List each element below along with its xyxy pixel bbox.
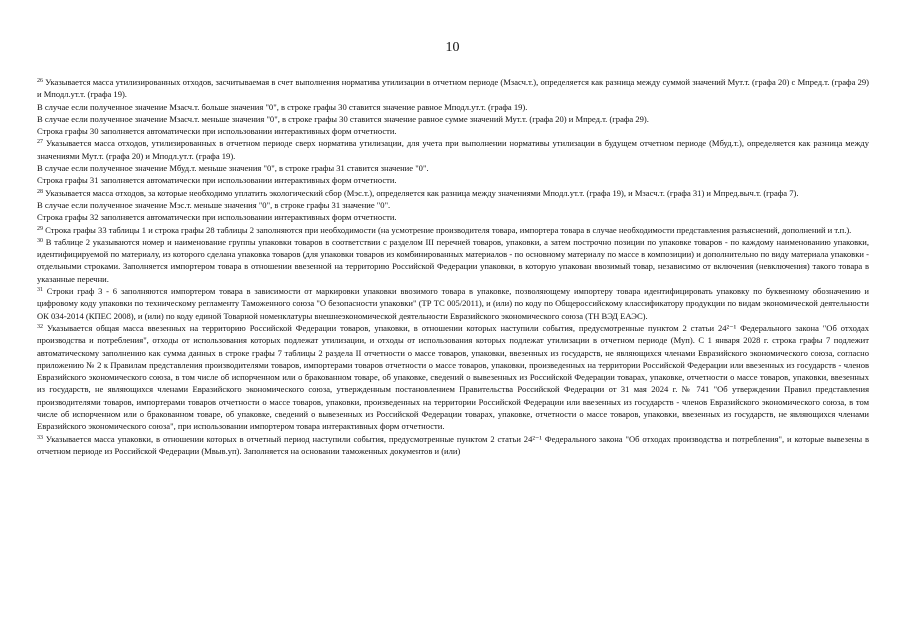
footnote-number: 26 [37, 78, 43, 84]
footnote-continuation [37, 113, 869, 125]
footnote-text: Указывается масса утилизированных отходов, засчитываемая в счет выполнения норматива утилизации в отчетном периоде (Мзасч.т.), определяется как разница между суммой значений Мут.т. (графа 20) с Мпред.т. (графа 29) и Мподл.ут.т. (графа 19). [37, 77, 869, 100]
footnote-continuation [37, 162, 869, 174]
footnote-number: 27 [37, 139, 43, 146]
footnote-number: 31 [37, 287, 43, 294]
footnote-text: В таблице 2 указываются номер и наименование группы упаковки товаров в соответствии с разделом III перечней товаров, упаковки, а затем построчно позиции по упаковке товаров - по каждому наименованию упаковки, идентифицируемой по материалу, из которого сделана упаковка товаров (для упаковки товаров из комбинированных материалов - по основному материалу по массе в композиции) и дополнительно по виду материала упаковки - отдельными строками. Заполняется импортером товара в отношении ввезенной на территорию Российской Федерации упаковки, в которую упакован ввозимый товар, независимо от включения (невключения) такого товара в указанные перечни. [37, 236, 870, 284]
footnote-text: Строка графы 30 заполняется автоматически при использовании интерактивных форм отчетности. [37, 126, 397, 137]
document-body [37, 76, 869, 457]
footnote-continuation [37, 174, 869, 186]
footnote-text: В случае если полученное значение Мзасч.т. меньше значения "0", в строке графы 30 ставится значение равное сумме значений Мут.т. (графа 20) и Мпред.т. (графа 29). [37, 113, 649, 124]
footnote-paragraph [37, 224, 869, 236]
footnote-number: 33 [37, 434, 43, 441]
footnote-text: Строка графы 31 заполняется автоматически при использовании интерактивных форм отчетности. [37, 175, 397, 186]
footnote-text: Строка графы 32 заполняется автоматически при использовании интерактивных форм отчетности. [37, 212, 397, 223]
footnote-paragraph [37, 433, 869, 458]
footnote-paragraph [37, 236, 869, 285]
footnote-continuation [37, 125, 869, 137]
footnote-number: 30 [37, 237, 43, 244]
footnote-text: Строка графы 33 таблицы 1 и строка графы 28 таблицы 2 заполняются при необходимости (на усмотрение производителя товара, импортера товара в случае необходимости представления разъяснений, дополнений и т.п.). [45, 224, 852, 235]
footnote-number: 28 [37, 188, 43, 195]
footnote-text: В случае если полученное значение Мэс.т. меньше значения "0", в строке графы 31 значение "0". [37, 199, 391, 210]
footnote-number: 29 [37, 225, 43, 232]
footnote-text: Строки граф 3 - 6 заполняются импортером товара в зависимости от маркировки упаковки ввозимого товара в упаковке, позволяющему импортеру товара идентифицировать упаковку по буквенному обозначению и цифровому коду упаковки по техническому регламенту Таможенного союза "О безопасности упаковки" (ТР ТС 005/2011), и (или) по коду по Общероссийскому классификатору продукции по видам экономической деятельности ОК 034-2014 (КПЕС 2008), и (или) по коду единой Товарной номенклатуры внешнеэкономической деятельности Евразийского экономического союза (ТН ВЭД ЕАЭС). [37, 286, 869, 321]
footnote-paragraph [37, 137, 869, 162]
footnote-text: В случае если полученное значение Мзасч.т. больше значения "0", в строке графы 30 ставится значение равное Мподл.ут.т. (графа 19). [37, 101, 528, 112]
footnote-paragraph [37, 187, 869, 199]
footnote-paragraph [37, 322, 869, 433]
footnote-text: Указывается общая масса ввезенных на территорию Российской Федерации товаров, упаковки, в отношении которых наступили события, предусмотренные пунктом 2 статьи 24²⁻¹ Федерального закона "Об отходах производства и потребления", отходы от использования которых подлежат утилизации, и отходы от использования которых подлежат утилизации в отчетном периоде (Муп). С 1 января 2028 г. строка графы 7 подлежит автоматическому заполнению как сумма данных в строке графы 7 таблицы 2 раздела II отчетности о массе товаров, упаковки, ввезенных из государств, не являющихся членами Евразийского экономического союза, согласно приложению № 2 к Правилам представления производителями товаров, импортерами товаров отчетности о массе товаров, упаковки, произведенных на территории Российской Федерации или ввезенных из государств - членов Евразийского экономического союза, в том числе об испорченном или о бракованном товаре, об упаковке, сведений о вывезенных из Российской Федерации товарах, упаковке, отчетности о массе товаров, упаковки, ввезенных из государств, не являющихся членами Евразийского экономического союза, утвержденным постановлением Правительства Российской Федерации от 31 мая 2024 г. № 741 "Об утверждении Правил представления производителями товаров, импортерами товаров отчетности о массе товаров, упаковки, произведенных на территории Российской Федерации или ввезенных из государств - членов Евразийского экономического союза, в том числе об испорченном или о бракованном товаре, об упаковке, сведений о вывезенных из Российской Федерации товарах, упаковке, отчетности о массе товаров, упаковки, ввезенных из государств, не являющихся членами Евразийского экономического союза", при использовании импортером товара интерактивных форм отчетности. [37, 322, 870, 432]
footnote-text: Указывается масса отходов, утилизированных в отчетном периоде сверх норматива утилизации, для учета при выполнении нормативы утилизации в будущем отчетном периоде (Мбуд.т.), определяется как разница между значениями Мут.т. (графа 20) и Мподл.ут.т. (графа 19). [37, 138, 870, 161]
footnote-continuation [37, 199, 869, 211]
page-number: 10 [445, 40, 460, 55]
footnote-continuation [37, 211, 869, 223]
footnote-text: В случае если полученное значение Мбуд.т. меньше значения "0", в строке графы 31 ставится значение "0". [37, 163, 429, 174]
footnote-text: Указывается масса упаковки, в отношении которых в отчетный период наступили события, предусмотренные пунктом 2 статьи 24²⁻¹ Федерального закона "Об отходах производства и потребления", и которые вывезены в отчетном периоде из Российской Федерации (Мвыв.уп). Заполняется на основании таможенных документов и (или) [37, 433, 869, 456]
footnote-number: 32 [37, 323, 43, 330]
footnote-paragraph [37, 285, 869, 322]
footnote-continuation [37, 101, 869, 113]
footnote-paragraph [37, 76, 869, 101]
footnote-text: Указывается масса отходов, за которые необходимо уплатить экологический сбор (Мэс.т.), определяется как разница между значениями Мподл.ут.т. (графа 19), и Мзасч.т. (графа 31) и Мпред.выч.т. (графа 7). [45, 187, 799, 198]
